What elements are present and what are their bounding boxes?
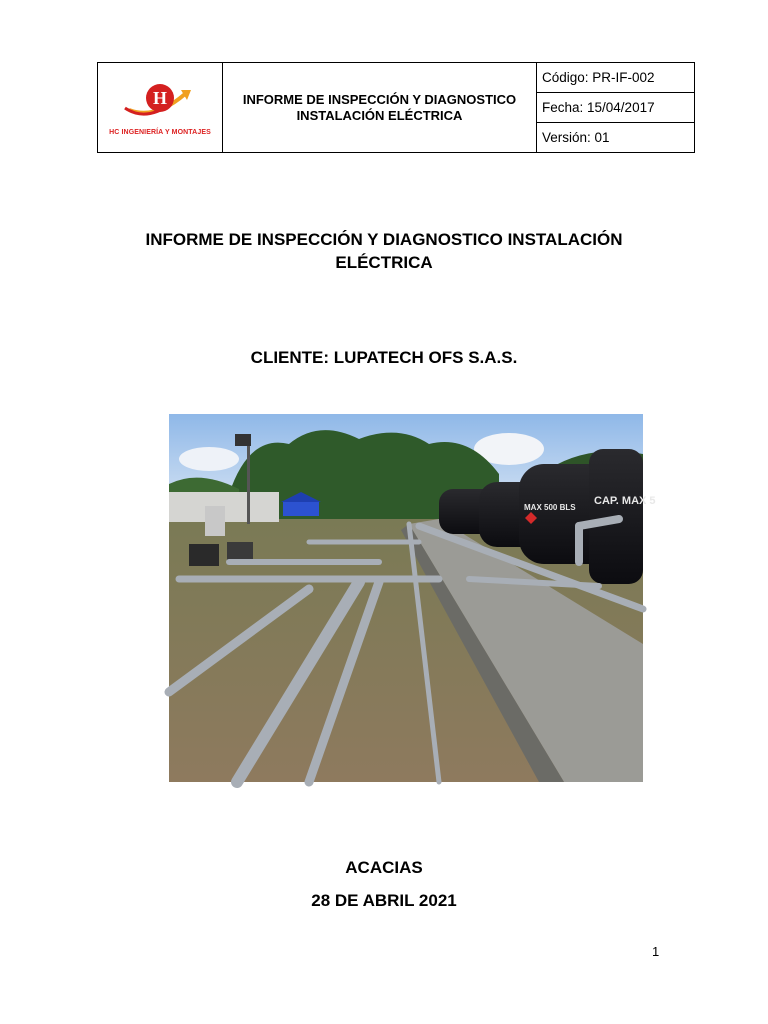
tank-label-1: CAP. MAX 5 — [594, 495, 656, 507]
document-city: ACACIAS — [345, 858, 423, 877]
document-title-line2: ELÉCTRICA — [335, 253, 433, 272]
header-title-line2: INSTALACIÓN ELÉCTRICA — [296, 107, 463, 123]
document-header — [97, 62, 695, 153]
logo-cell — [98, 63, 223, 153]
document-version: Versión: 01 — [537, 123, 695, 153]
logo-letter: H — [152, 87, 168, 108]
document-title — [100, 228, 668, 274]
header-title — [223, 63, 537, 153]
site-photo — [169, 414, 656, 782]
page-number: 1 — [652, 944, 660, 959]
tank-label-2: MAX 500 BLS — [524, 503, 576, 512]
document-code: Código: PR-IF-002 — [537, 63, 695, 93]
document-date-line: 28 DE ABRIL 2021 — [311, 891, 457, 910]
document-title-line1: INFORME DE INSPECCIÓN Y DIAGNOSTICO INSTALACIÓN — [145, 230, 623, 249]
company-name: HC INGENIERÍA Y MONTAJES — [109, 128, 211, 136]
header-title-line1: INFORME DE INSPECCIÓN Y DIAGNOSTICO — [242, 91, 517, 107]
document-date: Fecha: 15/04/2017 — [537, 93, 695, 123]
client-name: CLIENTE: LUPATECH OFS S.A.S. — [250, 348, 518, 367]
company-logo — [115, 80, 205, 124]
